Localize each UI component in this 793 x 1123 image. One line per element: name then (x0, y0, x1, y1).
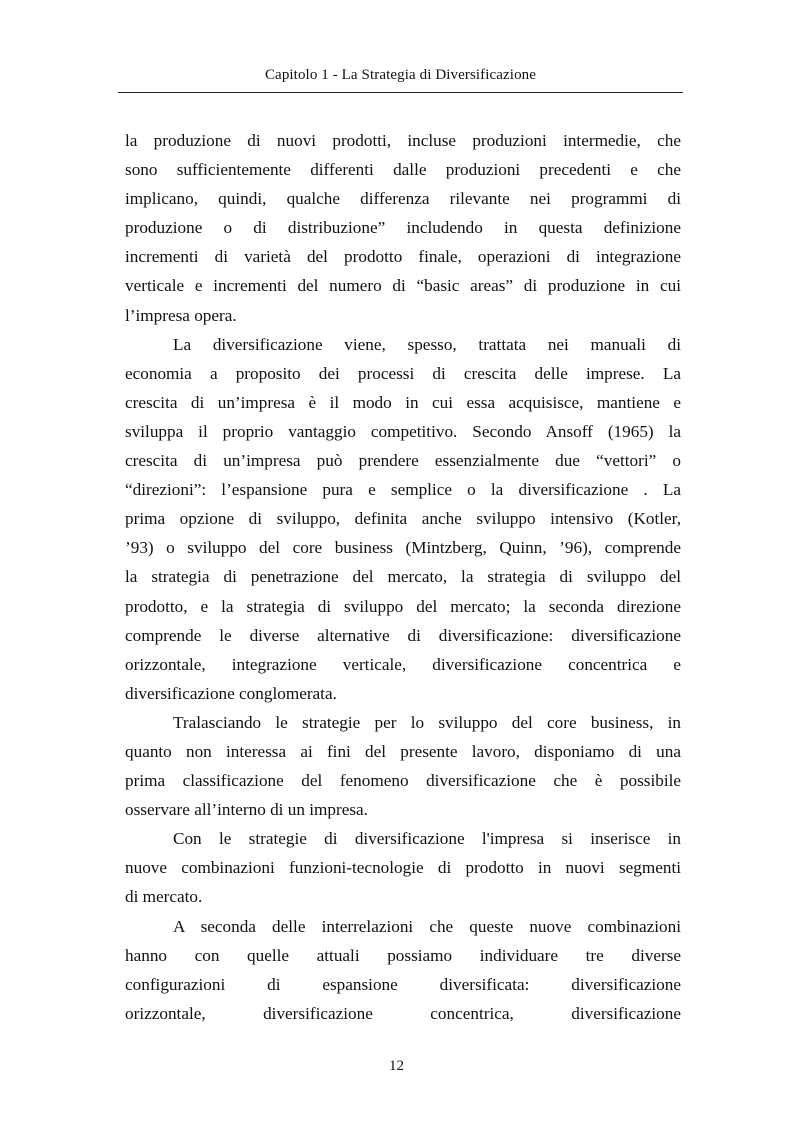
text-line: comprende le diverse alternative di diversificazione: diversificazione (125, 625, 681, 645)
text-line: ’93) o sviluppo del core business (Mintzberg, Quinn, ’96), comprende (125, 538, 681, 558)
text-line: sviluppa il proprio vantaggio competitivo. Secondo Ansoff (1965) la (125, 421, 681, 441)
text-line: orizzontale, diversificazione concentrica, diversificazione (125, 1003, 681, 1023)
text-line: Con le strategie di diversificazione l'impresa si inserisce in (173, 829, 681, 849)
text-line: configurazioni di espansione diversificata: diversificazione (125, 974, 681, 994)
text-line: Tralasciando le strategie per lo sviluppo del core business, in (173, 712, 681, 732)
text-line: hanno con quelle attuali possiamo individuare tre diverse (125, 945, 681, 965)
text-line: economia a proposito dei processi di crescita delle imprese. La (125, 363, 681, 383)
text-line: A seconda delle interrelazioni che queste nuove combinazioni (173, 916, 681, 936)
text-line: incrementi di varietà del prodotto finale, operazioni di integrazione (125, 247, 681, 267)
text-line: crescita di un’impresa può prendere essenzialmente due “vettori” o (125, 451, 681, 471)
text-line: “direzioni”: l’espansione pura e semplice o la diversificazione . La (125, 480, 681, 500)
text-line: orizzontale, integrazione verticale, diversificazione concentrica e (125, 654, 681, 674)
text-line: produzione o di distribuzione” includendo in questa definizione (125, 218, 681, 238)
text-line: prima classificazione del fenomeno diversificazione che è possibile (125, 771, 681, 791)
body-text (125, 126, 681, 1028)
text-line: crescita di un’impresa è il modo in cui essa acquisisce, mantiene e (125, 392, 681, 412)
text-line: verticale e incrementi del numero di “basic areas” di produzione in cui (125, 276, 681, 296)
text-line: sono sufficientemente differenti dalle produzioni precedenti e che (125, 160, 681, 180)
text-line: implicano, quindi, qualche differenza rilevante nei programmi di (125, 189, 681, 209)
text-line: la strategia di penetrazione del mercato, la strategia di sviluppo del (125, 567, 681, 587)
text-line: di mercato. (125, 887, 203, 907)
page-number: 12 (389, 1058, 404, 1074)
page-header (118, 62, 683, 93)
text-line: La diversificazione viene, spesso, trattata nei manuali di (173, 334, 681, 354)
text-line: la produzione di nuovi prodotti, incluse produzioni intermedie, che (125, 131, 681, 150)
text-line: osservare all’interno di un impresa. (125, 800, 368, 820)
text-line: quanto non interessa ai fini del presente lavoro, disponiamo di una (125, 741, 681, 761)
text-line: l’impresa opera. (125, 305, 237, 325)
text-line: prima opzione di sviluppo, definita anche sviluppo intensivo (Kotler, (125, 509, 681, 529)
text-line: nuove combinazioni funzioni-tecnologie di prodotto in nuovi segmenti (125, 858, 681, 878)
text-line: prodotto, e la strategia di sviluppo del mercato; la seconda direzione (125, 596, 681, 616)
chapter-title: Capitolo 1 - La Strategia di Diversificazione (264, 67, 537, 83)
text-line: diversificazione conglomerata. (125, 683, 337, 703)
